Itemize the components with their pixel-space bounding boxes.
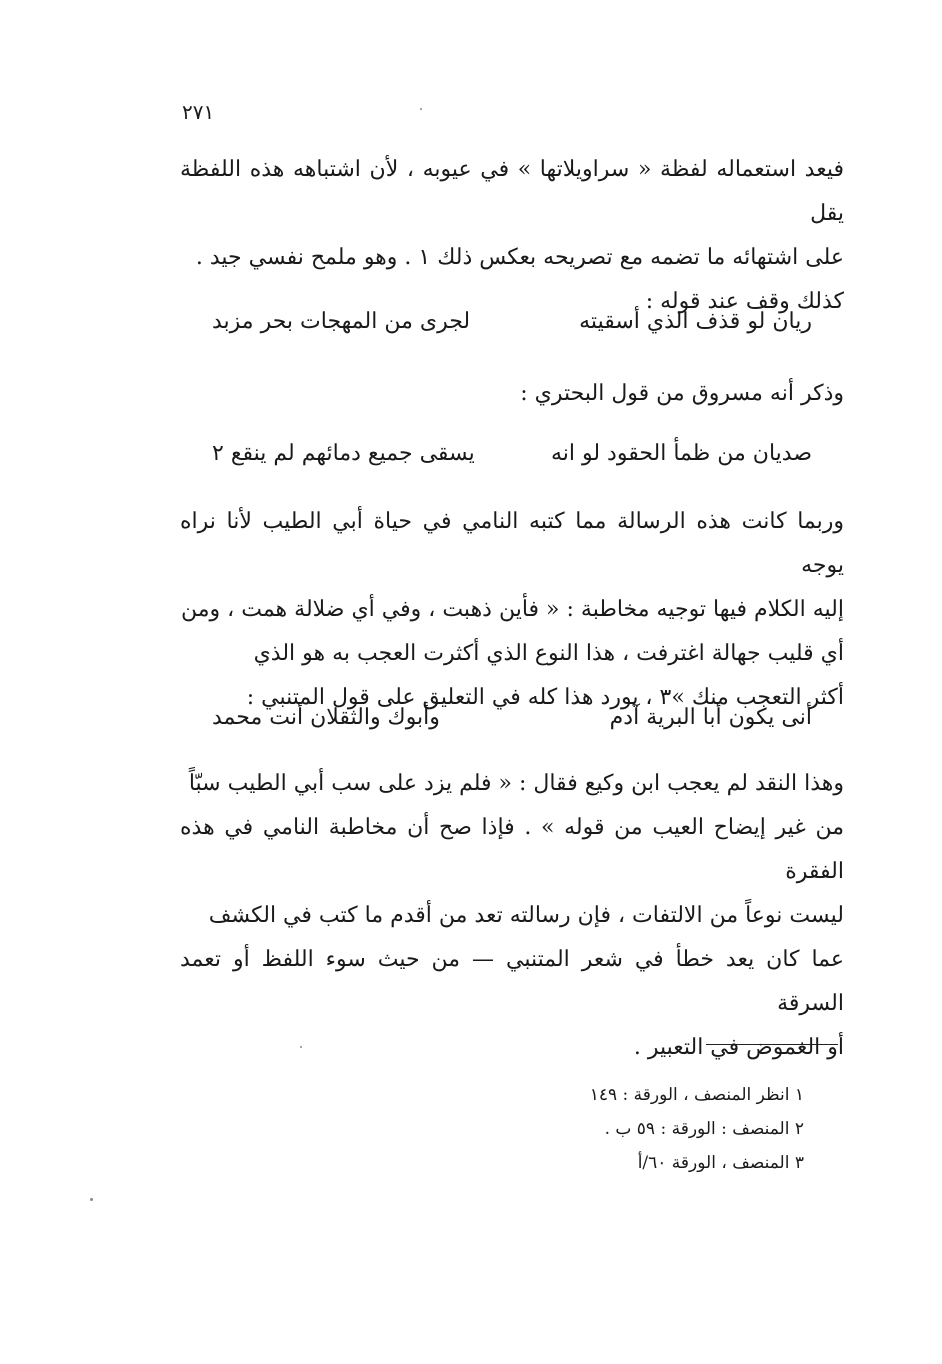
paragraph-line: وهذا النقد لم يعجب ابن وكيع فقال : « فلم يزد على سب أبي الطيب سبّاً (188, 771, 844, 796)
verse-first-hemistich: صديان من ظمأ الحقود لو انه (550, 441, 812, 466)
paragraph-line: أو الغموض في التعبير . (633, 1035, 844, 1060)
verse-1 (212, 300, 812, 344)
paragraph-line: من غير إيضاح العيب من قوله » . فإذا صح أن مخاطبة النامي في هذه الفقرة (180, 815, 844, 884)
paragraph-2 (180, 372, 844, 416)
verse-second-hemistich: يسقى جميع دمائهم لم ينقع ٢ (212, 441, 475, 466)
verse-first-hemistich: ريان لو قذف الذي أسقيته (579, 309, 812, 334)
footnote-1: ١ انظر المنصف ، الورقة : ١٤٩ (589, 1085, 804, 1105)
paragraph-3 (180, 500, 844, 720)
footnotes (384, 1078, 804, 1180)
page-number: ٢٧١ (182, 100, 215, 124)
paragraph-line: ليست نوعاً من الالتفات ، فإن رسالته تعد من أقدم ما كتب في الكشف (208, 903, 844, 928)
verse-3 (212, 696, 812, 740)
paragraph-line: إليه الكلام فيها توجيه مخاطبة : « فأين ذهبت ، وفي أي ضلالة همت ، ومن (180, 597, 844, 622)
verse-second-hemistich: وأبوك والثقلان أنت محمد (212, 705, 440, 730)
scan-speck (300, 1046, 302, 1048)
footnote-2: ٢ المنصف : الورقة : ٥٩ ب . (604, 1119, 804, 1139)
paragraph-line: وربما كانت هذه الرسالة مما كتبه النامي في حياة أبي الطيب لأنا نراه يوجه (180, 509, 844, 578)
paragraph-4 (180, 762, 844, 1070)
verse-first-hemistich: أنى يكون أبا البرية آدم (609, 705, 812, 730)
paragraph-line: كذلك وقف عند قوله : (645, 289, 844, 314)
paragraph-line: أي قليب جهالة اغترفت ، هذا النوع الذي أكثرت العجب به هو الذي (253, 641, 844, 666)
paragraph-line: فيعد استعماله لفظة « سراويلاتها » في عيوبه ، لأن اشتباهه هذه اللفظة يقل (180, 157, 844, 226)
paragraph-line: على اشتهائه ما تضمه مع تصريحه بعكس ذلك ١ . وهو ملمح نفسي جيد . (195, 245, 844, 270)
paragraph-line: أكثر التعجب منك »٣ ، يورد هذا كله في التعليق على قول المتنبي : (246, 685, 844, 710)
verse-2 (212, 432, 812, 476)
scan-speck (90, 1198, 93, 1201)
footnote-separator (706, 1044, 838, 1045)
paragraph-1 (180, 148, 844, 324)
paragraph-line: عما كان يعد خطأ في شعر المتنبي — من حيث سوء اللفظ أو تعمد السرقة (180, 947, 844, 1016)
footnote-3: ٣ المنصف ، الورقة ٦٠/أ (637, 1153, 804, 1173)
paragraph-line: وذكر أنه مسروق من قول البحتري : (520, 381, 844, 406)
verse-second-hemistich: لجرى من المهجات بحر مزبد (212, 309, 471, 334)
scan-speck (420, 108, 422, 110)
